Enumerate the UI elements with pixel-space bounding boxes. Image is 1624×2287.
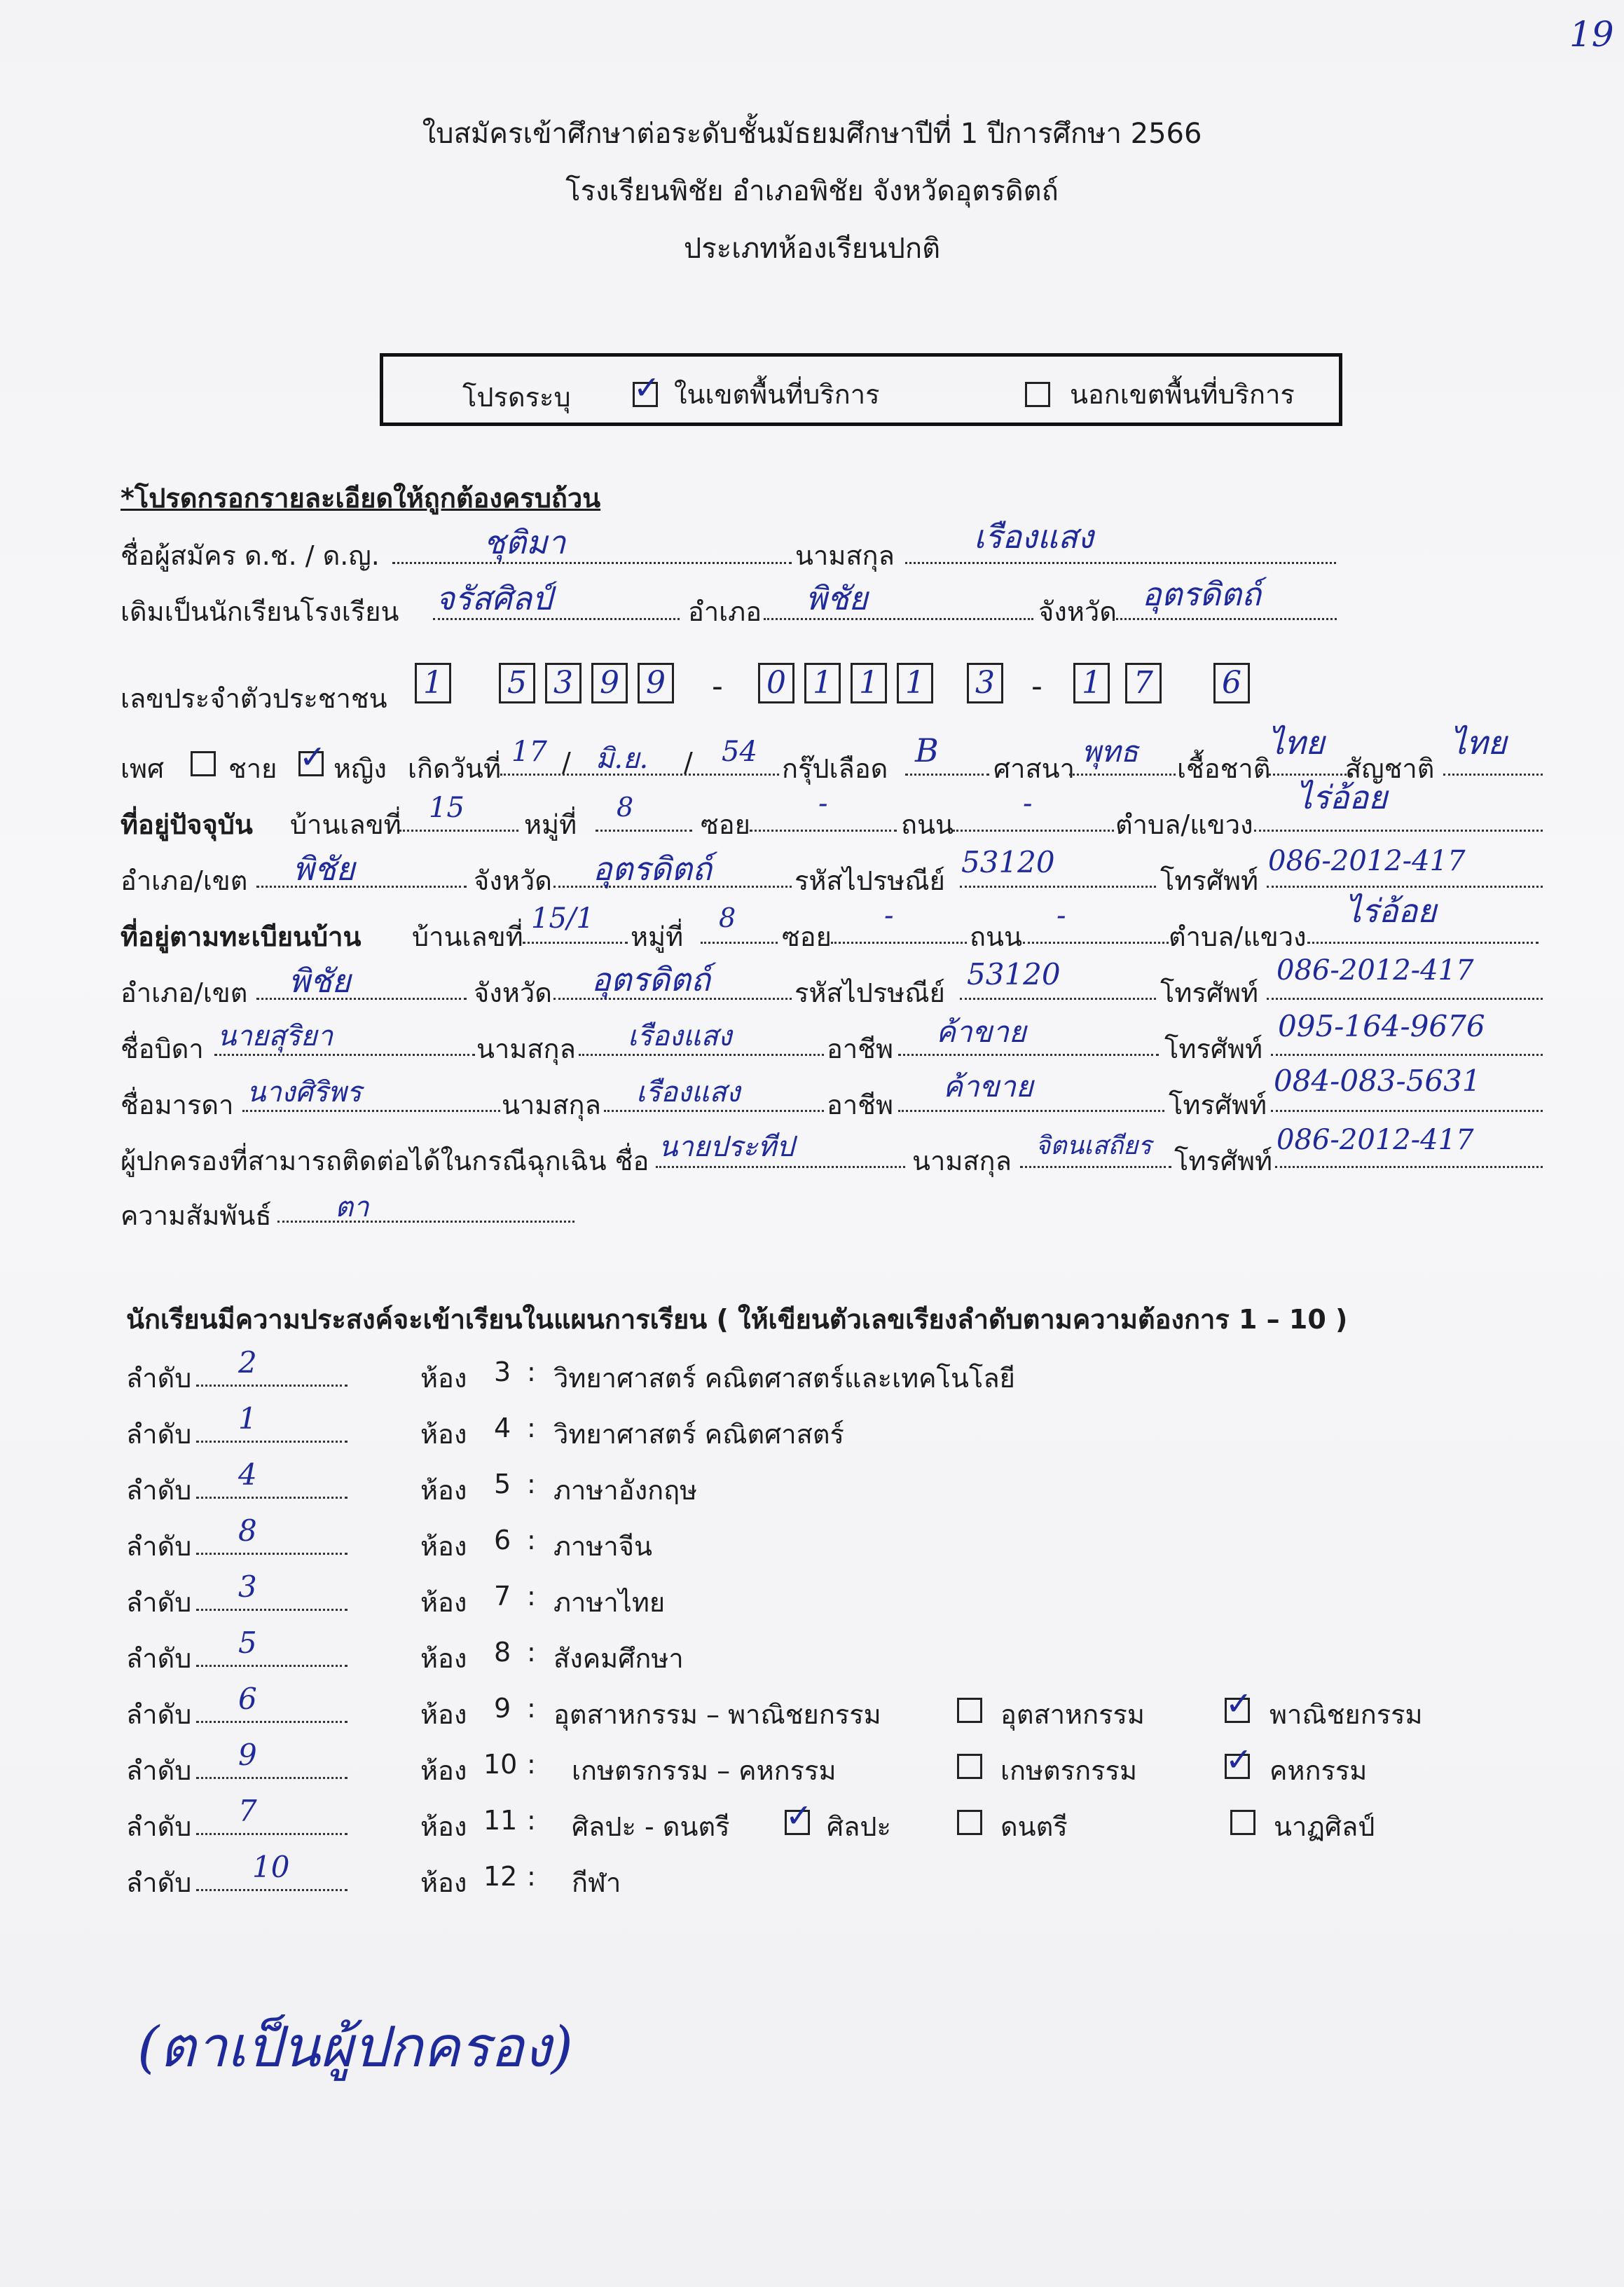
phone-label: โทรศัพท์ <box>1160 865 1259 896</box>
room-name: ภาษาจีน <box>553 1531 653 1562</box>
room-number: 4 <box>494 1413 511 1443</box>
room-number: 12 <box>483 1861 518 1892</box>
cur-tambon[interactable]: ไร่อ้อย <box>1296 778 1388 816</box>
sex-label: เพศ <box>121 753 165 784</box>
cur-soi[interactable]: - <box>818 788 828 820</box>
reg-house-no[interactable]: 15/1 <box>531 902 594 935</box>
rank-label: ลำดับ <box>126 1867 192 1898</box>
guardian-relation[interactable]: ตา <box>335 1191 369 1223</box>
reg-road[interactable]: - <box>1057 900 1066 932</box>
tambon-label: ตำบล/แขวง <box>1169 921 1307 952</box>
rank-label: ลำดับ <box>126 1587 192 1618</box>
industry-label: อุตสาหกรรม <box>1000 1699 1145 1730</box>
rank-value[interactable]: 8 <box>238 1513 257 1548</box>
phone-label: โทรศัพท์ <box>1169 1090 1267 1120</box>
prev-province[interactable]: อุตรดิตถ์ <box>1142 575 1261 613</box>
guardian-phone[interactable]: 086-2012-417 <box>1277 1124 1474 1156</box>
amphoe-label: อำเภอ/เขต <box>121 977 248 1008</box>
instruction: *โปรดกรอกรายละเอียดให้ถูกต้องครบถ้วน <box>121 483 601 514</box>
out-area-label: นอกเขตพื้นที่บริการ <box>1070 379 1295 410</box>
check-icon: ✓ <box>1225 1740 1253 1778</box>
plan-heading: นักเรียนมีความประสงค์จะเข้าเรียนในแผนการเรียน ( ให้เขียนตัวเลขเรียงลำดับตามความต้องการ 1 – 10 ) <box>126 1304 1348 1335</box>
religion-label: ศาสนา <box>993 753 1075 784</box>
mother-name[interactable]: นางศิริพร <box>247 1076 362 1108</box>
room-name: วิทยาศาสตร์ คณิตศาสตร์ <box>553 1419 844 1450</box>
mother-occupation[interactable]: ค้าขาย <box>943 1069 1033 1104</box>
house-no-label: บ้านเลขที่ <box>412 921 523 952</box>
room-number: 9 <box>494 1693 511 1724</box>
phone-label: โทรศัพท์ <box>1164 1033 1263 1064</box>
room-number: 7 <box>494 1581 511 1612</box>
room-label: ห้อง <box>420 1587 467 1618</box>
moo-label: หมู่ที่ <box>631 921 684 952</box>
soi-label: ซอย <box>701 809 750 840</box>
applicant-first-name[interactable]: ชุติมา <box>483 523 566 561</box>
agriculture-label: เกษตรกรรม <box>1000 1755 1138 1786</box>
class-type: ประเภทห้องเรียนปกติ <box>683 233 941 265</box>
guardian-surname[interactable]: จิตนเสถียร <box>1035 1132 1152 1160</box>
prev-district[interactable]: พิชัย <box>806 579 868 617</box>
province-label: จังหวัด <box>474 977 552 1008</box>
born-label: เกิดวันที่ <box>408 753 502 784</box>
room-label: ห้อง <box>420 1867 467 1898</box>
check-icon: ✓ <box>785 1797 813 1834</box>
room-label: ห้อง <box>420 1363 467 1394</box>
room-number: 8 <box>494 1637 511 1668</box>
prev-school[interactable]: จรัสศิลป์ <box>436 579 553 617</box>
room-label: ห้อง <box>420 1475 467 1506</box>
form-title: ใบสมัครเข้าศึกษาต่อระดับชั้นมัธยมศึกษาปีที่ 1 ปีการศึกษา 2566 <box>422 118 1202 150</box>
page-number: 19 <box>1569 14 1614 55</box>
cur-amphoe[interactable]: พิชัย <box>293 850 355 888</box>
rank-value[interactable]: 10 <box>252 1850 290 1884</box>
phone-label: โทรศัพท์ <box>1174 1146 1273 1176</box>
commerce-label: พาณิชยกรรม <box>1269 1699 1423 1730</box>
dance-label: นาฏศิลป์ <box>1274 1811 1375 1842</box>
race[interactable]: ไทย <box>1268 724 1325 762</box>
id-digit-box[interactable]: 5 <box>499 663 535 703</box>
province-label: จังหวัด <box>474 865 552 896</box>
art-label: ศิลปะ <box>827 1811 891 1842</box>
surname-label: นามสกุล <box>502 1090 601 1120</box>
road-label: ถนน <box>901 809 954 840</box>
prev-school-label: เดิมเป็นนักเรียนโรงเรียน <box>121 596 399 627</box>
id-digit-box[interactable]: 9 <box>591 663 628 703</box>
guardian-note: (ตาเป็นผู้ปกครอง) <box>137 2014 573 2080</box>
amphoe-label: อำเภอ/เขต <box>121 865 248 896</box>
occupation-label: อาชีพ <box>827 1033 893 1064</box>
moo-label: หมู่ที่ <box>524 809 577 840</box>
cur-house-no[interactable]: 15 <box>429 792 465 824</box>
surname-label: นามสกุล <box>476 1033 576 1064</box>
relation-label: ความสัมพันธ์ <box>121 1200 272 1231</box>
cur-moo[interactable]: 8 <box>617 792 634 823</box>
father-surname[interactable]: เรืองแสง <box>628 1020 732 1052</box>
room-number: 5 <box>494 1469 511 1499</box>
room-label: ห้อง <box>420 1755 467 1786</box>
room-name: เกษตรกรรม – คหกรรม <box>572 1755 837 1786</box>
rank-label: ลำดับ <box>126 1419 192 1450</box>
guardian-name[interactable]: นายประทีป <box>659 1131 794 1163</box>
check-icon: ✓ <box>1225 1684 1253 1722</box>
occupation-label: อาชีพ <box>827 1090 893 1120</box>
check-icon: ✓ <box>633 369 661 406</box>
male-checkbox[interactable] <box>191 751 216 776</box>
birth-year[interactable]: 54 <box>722 736 757 768</box>
religion[interactable]: พุทธ <box>1082 734 1139 769</box>
house-no-label: บ้านเลขที่ <box>290 809 401 840</box>
rank-label: ลำดับ <box>126 1699 192 1730</box>
female-label: หญิง <box>333 753 387 784</box>
room-name: วิทยาศาสตร์ คณิตศาสตร์และเทคโนโลยี <box>553 1363 1015 1394</box>
applicant-surname[interactable]: เรืองแสง <box>974 518 1094 556</box>
father-occupation[interactable]: ค้าขาย <box>936 1015 1026 1049</box>
id-digit-box[interactable]: 6 <box>1213 663 1250 703</box>
industry-checkbox[interactable] <box>957 1698 982 1723</box>
reg-soi[interactable]: - <box>884 900 894 932</box>
female-checkbox[interactable] <box>298 738 326 776</box>
rank-value[interactable]: 1 <box>238 1401 257 1436</box>
home-economics-label: คหกรรม <box>1269 1755 1368 1786</box>
nationality[interactable]: ไทย <box>1450 724 1507 762</box>
id-dash: - <box>1031 668 1042 704</box>
applicant-label: ชื่อผู้สมัคร ด.ช. / ด.ญ. <box>121 540 380 571</box>
soi-label: ซอย <box>782 921 832 952</box>
rank-label: ลำดับ <box>126 1811 192 1842</box>
room-name: กีฬา <box>572 1867 621 1898</box>
id-digit-box[interactable]: 1 <box>851 663 887 703</box>
mother-surname[interactable]: เรืองแสง <box>636 1076 741 1108</box>
rank-value[interactable]: 7 <box>238 1794 257 1828</box>
race-label: เชื้อชาติ <box>1177 753 1271 784</box>
reg-phone[interactable]: 086-2012-417 <box>1277 954 1474 987</box>
room-label: ห้อง <box>420 1811 467 1842</box>
rank-value[interactable]: 4 <box>238 1457 257 1492</box>
dance-checkbox[interactable] <box>1230 1810 1255 1835</box>
nationality-label: สัญชาติ <box>1345 753 1435 784</box>
id-digit-box[interactable]: 0 <box>758 663 794 703</box>
id-label: เลขประจำตัวประชาชน <box>121 683 387 714</box>
father-name[interactable]: นายสุริยา <box>217 1020 333 1052</box>
room-label: ห้อง <box>420 1643 467 1674</box>
rank-value[interactable]: 5 <box>238 1626 257 1660</box>
home-economics-checkbox[interactable] <box>1225 1740 1253 1779</box>
cur-phone[interactable]: 086-2012-417 <box>1268 845 1466 877</box>
room-label: ห้อง <box>420 1699 467 1730</box>
id-digit-box[interactable]: 1 <box>1073 663 1110 703</box>
rank-value[interactable]: 3 <box>238 1570 257 1604</box>
music-checkbox[interactable] <box>957 1810 982 1835</box>
area-label: โปรดระบุ <box>462 382 571 413</box>
music-label: ดนตรี <box>1000 1811 1068 1842</box>
postcode-label: รหัสไปรษณีย์ <box>794 977 945 1008</box>
room-name: ภาษาไทย <box>553 1587 666 1618</box>
registered-address-heading: ที่อยู่ตามทะเบียนบ้าน <box>121 921 362 952</box>
rank-label: ลำดับ <box>126 1643 192 1674</box>
road-label: ถนน <box>970 921 1022 952</box>
id-digit-box[interactable]: 1 <box>897 663 933 703</box>
reg-amphoe[interactable]: พิชัย <box>289 962 351 1000</box>
birth-day[interactable]: 17 <box>511 736 547 768</box>
id-digit-box[interactable]: 7 <box>1125 663 1162 703</box>
in-area-checkbox[interactable] <box>633 369 661 407</box>
agriculture-checkbox[interactable] <box>957 1754 982 1779</box>
rank-label: ลำดับ <box>126 1363 192 1394</box>
current-address-heading: ที่อยู่ปัจจุบัน <box>121 809 253 840</box>
rank-label: ลำดับ <box>126 1531 192 1562</box>
art-checkbox[interactable] <box>785 1797 813 1835</box>
id-digit-box[interactable]: 3 <box>545 663 582 703</box>
phone-label: โทรศัพท์ <box>1160 977 1259 1008</box>
rank-value[interactable]: 9 <box>238 1738 257 1772</box>
room-number: 11 <box>483 1805 518 1836</box>
check-icon: ✓ <box>299 738 326 776</box>
cur-province[interactable]: อุตรดิตถ์ <box>593 850 712 888</box>
room-name: อุตสาหกรรม – พาณิชยกรรม <box>553 1699 881 1730</box>
mother-label: ชื่อมารดา <box>121 1090 234 1120</box>
rank-label: ลำดับ <box>126 1755 192 1786</box>
father-label: ชื่อบิดา <box>121 1033 204 1064</box>
room-label: ห้อง <box>420 1419 467 1450</box>
postcode-label: รหัสไปรษณีย์ <box>794 865 945 896</box>
room-name: ภาษาอังกฤษ <box>553 1475 698 1506</box>
id-digit-box[interactable]: 3 <box>967 663 1003 703</box>
birth-month[interactable]: มิ.ย. <box>596 743 649 775</box>
reg-postcode[interactable]: 53120 <box>967 957 1061 991</box>
reg-moo[interactable]: 8 <box>719 902 736 933</box>
room-number: 3 <box>494 1357 511 1387</box>
male-label: ชาย <box>228 753 277 784</box>
rank-value[interactable]: 6 <box>238 1682 257 1716</box>
room-name: ศิลปะ - ดนตรี <box>572 1811 730 1842</box>
out-area-checkbox[interactable] <box>1025 382 1050 407</box>
rank-label: ลำดับ <box>126 1475 192 1506</box>
in-area-label: ในเขตพื้นที่บริการ <box>674 379 880 410</box>
blood-label: กรุ๊ปเลือด <box>782 753 888 784</box>
guardian-label: ผู้ปกครองที่สามารถติดต่อได้ในกรณีฉุกเฉิน ชื่อ <box>121 1146 649 1176</box>
blood-group[interactable]: B <box>915 732 939 769</box>
id-digit-box[interactable]: 1 <box>804 663 841 703</box>
room-label: ห้อง <box>420 1531 467 1562</box>
room-name: สังคมศึกษา <box>553 1643 684 1674</box>
room-number: 6 <box>494 1525 511 1555</box>
tambon-label: ตำบล/แขวง <box>1115 809 1253 840</box>
surname-label: นามสกุล <box>912 1146 1012 1176</box>
mother-phone[interactable]: 084-083-5631 <box>1274 1064 1481 1098</box>
father-phone[interactable]: 095-164-9676 <box>1278 1009 1485 1043</box>
surname-label: นามสกุล <box>795 540 895 571</box>
province-label: จังหวัด <box>1038 596 1117 627</box>
school-name: โรงเรียนพิชัย อำเภอพิชัย จังหวัดอุตรดิตถ์ <box>565 175 1059 207</box>
id-digit-box[interactable]: 1 <box>415 663 451 703</box>
district-label: อำเภอ <box>688 596 762 627</box>
commerce-checkbox[interactable] <box>1225 1684 1253 1723</box>
id-dash: - <box>712 668 723 704</box>
form-page: 19 ใบสมัครเข้าศึกษาต่อระดับชั้นมัธยมศึกษาปีที่ 1 ปีการศึกษา 2566 โรงเรียนพิชัย อำเภอพิชัย จังหวัดอุตรดิตถ์ ประเภทห้องเรียนปกติ โปรดระบุ ✓ ในเขตพื้นที่บริการ นอกเขตพื้นที่บริการ *โปรดกรอกรายละเอียดให้ถูกต้องครบถ้วน ชื่อผู้สมัคร ด.ช. / ด.ญ. ชุติมา นามสกุล เรืองแสง เดิมเป็นนักเรียนโรงเรียน จรัสศิลป์ อำเภอ พิชัย จังหวัด อุตรดิตถ์ เลขประจำตัวประชาชน 1 5 3 9 9 - 0 1 1 1 3 - 1 7 6 เพศ ชาย ✓ หญิง เกิดวันที่ 17 / มิ.ย. / 54 กรุ๊ปเลือด B ศาสนา พุทธ เชื้อชาติ ไทย สัญชาติ ไทย ที่อยู่ปัจจุบัน บ้านเลขที่ 15 หมู่ที่ 8 ซอย - ถนน - ตำบล/แขวง ไร่อ้อย อำเภอ/เขต พิชัย จังหวัด อุตรดิตถ์ รหัสไปรษณีย์ 53120 โทรศัพท์ 086-2012-417 ที่อยู่ตามทะเบียนบ้าน บ้านเลขที่ 15/1 หมู่ที่ 8 ซอย - ถนน - ตำบล/แขวง ไร่อ้อย อำเภอ/เขต พิชัย จังหวัด อุตรดิตถ์ รหัสไปรษณีย์ 53120 โทรศัพท์ 086-2012-417 ชื่อบิดา นายสุริยา นามสกุล เรืองแสง อาชีพ ค้าขาย โทรศัพท์ 095-164-9676 ชื่อมารดา นางศิริพร นามสกุล เรืองแสง อาชีพ ค้าขาย โทรศัพท์ 084-083-5631 ผู้ปกครองที่สามารถติดต่อได้ในกรณีฉุกเฉิน ชื่อ นายประทีป นามสกุล จิตนเสถียร โทรศัพท์ 086-2012-417 ความสัมพันธ์ ตา นักเรียนมีความประสงค์จะเข้าเรียนในแผนการเรียน ( ให้เขียนตัวเลขเรียงลำดับตามความต้องการ 1 – 10 ) ลำดับ 2 ห้อง 3 : วิทยาศาสตร์ คณิตศาสตร์และเทคโนโลยี ลำดับ 1 ห้อง 4 : วิทยาศาสตร์ คณิตศาสตร์ ลำดับ 4 ห้อง 5 : ภาษาอังกฤษ ลำดับ 8 ห้อง 6 : ภาษาจีน ลำดับ 3 ห้อง 7 : ภาษาไทย ลำดับ 5 ห้อง 8 : สังคมศึกษา ลำดับ 6 ห้อง 9 : อุตสาหกรรม – พาณิชยกรรม ลำดับ 9 ห้อง 10 : เกษตรกรรม – คหกรรม ลำดับ 7 ห้อง 11 : ศิลปะ - ดนตรี ลำดับ 10 ห้อง 12 : กีฬา อุตสาหกรรม ✓ พาณิชยกรรม เกษตรกรรม ✓ คหกรรม ✓ ศิลปะ ดนตรี นาฏศิลป์ (ตาเป็นผู้ปกครอง) <box>0 0 1624 2287</box>
rank-value[interactable]: 2 <box>238 1345 257 1380</box>
cur-road[interactable]: - <box>1023 788 1033 820</box>
room-number: 10 <box>483 1749 518 1780</box>
id-digit-box[interactable]: 9 <box>638 663 674 703</box>
cur-postcode[interactable]: 53120 <box>961 845 1055 879</box>
reg-province[interactable]: อุตรดิตถ์ <box>591 961 710 998</box>
reg-tambon[interactable]: ไร่อ้อย <box>1345 892 1437 930</box>
